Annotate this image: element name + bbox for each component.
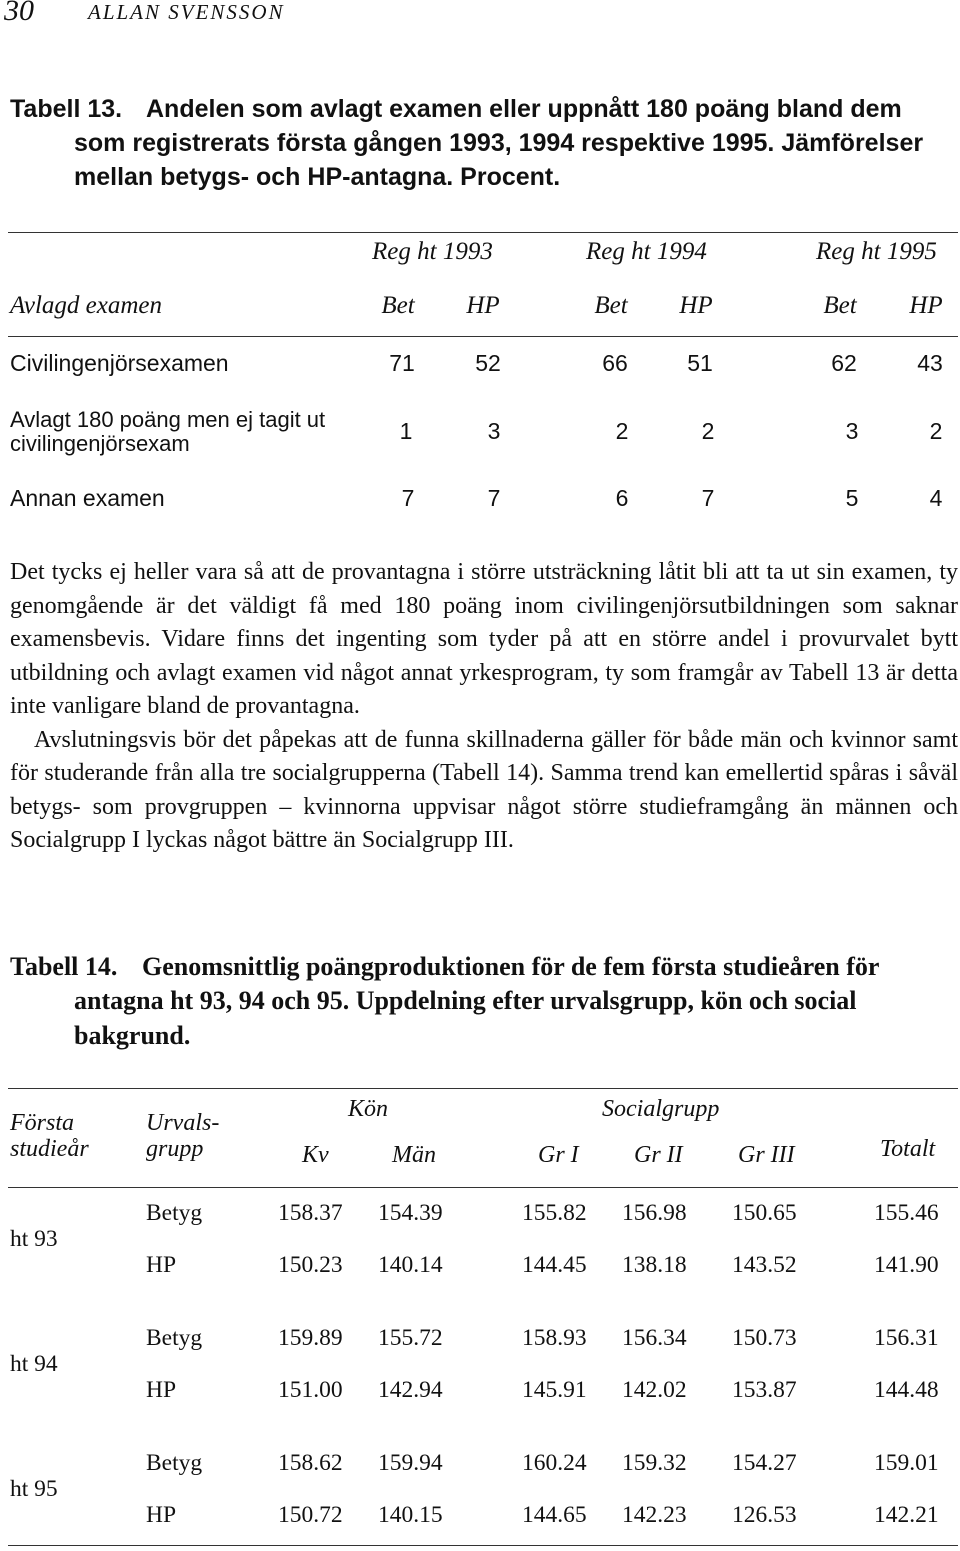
table14-cell: 140.14 <box>378 1252 443 1278</box>
table13-top-rule <box>8 232 958 233</box>
table14-cell: 156.98 <box>622 1200 687 1226</box>
table14-caption-line: antagna ht 93, 94 och 95. Uppdelning efter urvalsgrupp, kön och social <box>74 986 857 1015</box>
table14-cell: 159.89 <box>278 1325 343 1351</box>
table13-group-header: Reg ht 1993 <box>372 238 493 265</box>
table13-cell: 51 <box>687 350 713 376</box>
table13-cell: 7 <box>487 485 501 511</box>
table14-sub-header: Gr II <box>634 1142 683 1168</box>
table14-cell: 138.18 <box>622 1252 687 1278</box>
table14-cell: 154.39 <box>378 1200 443 1226</box>
body-text <box>10 556 958 858</box>
table14-cell: 142.21 <box>874 1502 939 1528</box>
table14-group: HP <box>146 1252 177 1278</box>
table13-cell: 71 <box>389 350 415 376</box>
table14-cell: 153.87 <box>732 1377 797 1403</box>
table14-sub-header: Gr I <box>538 1142 579 1168</box>
table14-cell: 159.94 <box>378 1450 443 1476</box>
table14-cell: 160.24 <box>522 1450 587 1476</box>
table13-sub-header: HP <box>466 292 500 319</box>
table13-cell: 3 <box>845 418 859 444</box>
table13-group-header: Reg ht 1994 <box>586 238 707 265</box>
table14-group: Betyg <box>146 1450 203 1476</box>
table13-cell: 52 <box>475 350 501 376</box>
table14-group: HP <box>146 1377 177 1403</box>
table13-cell: 3 <box>487 418 501 444</box>
table14-group: HP <box>146 1502 177 1528</box>
table14-cell: 159.32 <box>622 1450 687 1476</box>
table13-cell: 2 <box>929 418 943 444</box>
table14-cell: 143.52 <box>732 1252 797 1278</box>
table14-sub-header: Män <box>392 1142 436 1168</box>
table14-cell: 144.65 <box>522 1502 587 1528</box>
body-paragraph: Det tycks ej heller vara så att de provantagna i större utsträckning låtit bli att ta ut sin examen, ty genomgående är det väldigt få med 180 poäng inom civilingenjörsutbildningen som saknar examensbevis. Vidare finns det ingenting som tyder på att en större andel i provurvalet bytt utbildning och avlagt examen vid något annat yrkesprogram, ty som framgår av Tabell 13 är detta inte vanligare bland de provantagna. <box>10 559 958 719</box>
table14-cell: 156.34 <box>622 1325 687 1351</box>
page-number: 30 <box>4 0 34 27</box>
table14-bottom-rule <box>8 1545 958 1546</box>
table13-cell: 4 <box>929 485 943 511</box>
table13-cell: 1 <box>399 418 413 444</box>
table14-cell: 155.72 <box>378 1325 443 1351</box>
table14-cell: 158.62 <box>278 1450 343 1476</box>
table14-cell: 158.93 <box>522 1325 587 1351</box>
table14-social-header: Socialgrupp <box>602 1096 720 1122</box>
table13-sub-header: HP <box>679 292 713 319</box>
table13-row-label: Civilingenjörsexamen <box>10 350 229 376</box>
table14-cell: 150.23 <box>278 1252 343 1278</box>
table13-cell: 2 <box>701 418 715 444</box>
table14-caption-label: Tabell 14. <box>10 952 118 981</box>
table14-year: ht 95 <box>10 1476 58 1502</box>
table13-sub-header: HP <box>909 292 943 319</box>
running-head: ALLAN SVENSSON <box>88 0 285 24</box>
table13-cell: 5 <box>845 485 859 511</box>
table13-row-label: Avlagt 180 poäng men ej tagit ut civilingenjörsexam <box>10 407 326 456</box>
table14-group: Betyg <box>146 1325 203 1351</box>
table13-cell: 6 <box>615 485 629 511</box>
table14-cell: 126.53 <box>732 1502 797 1528</box>
table14-top-rule <box>8 1088 958 1089</box>
table14-kon-header: Kön <box>348 1096 389 1122</box>
table13-cell: 7 <box>401 485 415 511</box>
table13-sub-header: Bet <box>594 292 628 319</box>
table14-cell: 159.01 <box>874 1450 939 1476</box>
table14-year: ht 94 <box>10 1351 58 1377</box>
table13-caption-line: som registrerats första gången 1993, 1994 respektive 1995. Jämförelser <box>74 129 924 157</box>
table14-col-group: grupp <box>146 1136 204 1162</box>
table14-sub-header: Gr III <box>738 1142 795 1168</box>
table13-cell: 7 <box>701 485 715 511</box>
table14-header-rule <box>8 1187 958 1188</box>
table14-col-first: studieår <box>10 1136 89 1162</box>
table14-cell: 142.02 <box>622 1377 687 1403</box>
table14-cell: 150.73 <box>732 1325 797 1351</box>
table13-cell: 62 <box>831 350 857 376</box>
body-paragraph: Avslutningsvis bör det påpekas att de funna skillnaderna gäller för både män och kvinnor samt för studerande från alla tre socialgrupperna (Tabell 14). Samma trend kan emellertid spåras i såväl betygs- som provgruppen – kvinnorna uppvisar något större studieframgång än männen och Socialgrupp I lyckas något bättre än Socialgrupp III. <box>10 726 958 853</box>
table13-sub-header: Bet <box>381 292 415 319</box>
table14-cell: 144.48 <box>874 1377 939 1403</box>
table14-cell: 158.37 <box>278 1200 343 1226</box>
table14-cell: 154.27 <box>732 1450 797 1476</box>
table13-row-header: Avlagd examen <box>10 292 163 319</box>
table14-cell: 142.94 <box>378 1377 443 1403</box>
table13-caption-label: Tabell 13. <box>10 95 123 123</box>
table13-header-rule <box>8 336 958 337</box>
table13-cell: 2 <box>615 418 629 444</box>
table13-sub-header: Bet <box>823 292 857 319</box>
table13-caption-line: Andelen som avlagt examen eller uppnått 180 poäng bland dem <box>146 95 902 123</box>
table14-cell: 150.65 <box>732 1200 797 1226</box>
table14-cell: 144.45 <box>522 1252 587 1278</box>
table14-caption-line: bakgrund. <box>74 1021 191 1050</box>
table14-col-group: Urvals- <box>146 1110 220 1136</box>
table14-cell: 140.15 <box>378 1502 443 1528</box>
table14-cell: 156.31 <box>874 1325 939 1351</box>
table14-total-header: Totalt <box>880 1136 936 1162</box>
table14-cell: 142.23 <box>622 1502 687 1528</box>
table14-sub-header: Kv <box>302 1142 329 1168</box>
table14-year: ht 93 <box>10 1226 58 1252</box>
table14-cell: 141.90 <box>874 1252 939 1278</box>
table14-cell: 151.00 <box>278 1377 343 1403</box>
table14-caption-line: Genomsnittlig poängproduktionen för de fem första studieåren för <box>142 952 880 981</box>
table13-row-label: Annan examen <box>10 485 165 511</box>
table13-group-header: Reg ht 1995 <box>816 238 937 265</box>
table13-caption-line: mellan betygs- och HP-antagna. Procent. <box>74 163 561 191</box>
table14-group: Betyg <box>146 1200 203 1226</box>
table14-cell: 155.82 <box>522 1200 587 1226</box>
table14-cell: 155.46 <box>874 1200 939 1226</box>
table14-col-first: Första <box>10 1110 75 1136</box>
table14-cell: 145.91 <box>522 1377 587 1403</box>
table14-cell: 150.72 <box>278 1502 343 1528</box>
table13-cell: 43 <box>917 350 943 376</box>
table13-cell: 66 <box>602 350 628 376</box>
